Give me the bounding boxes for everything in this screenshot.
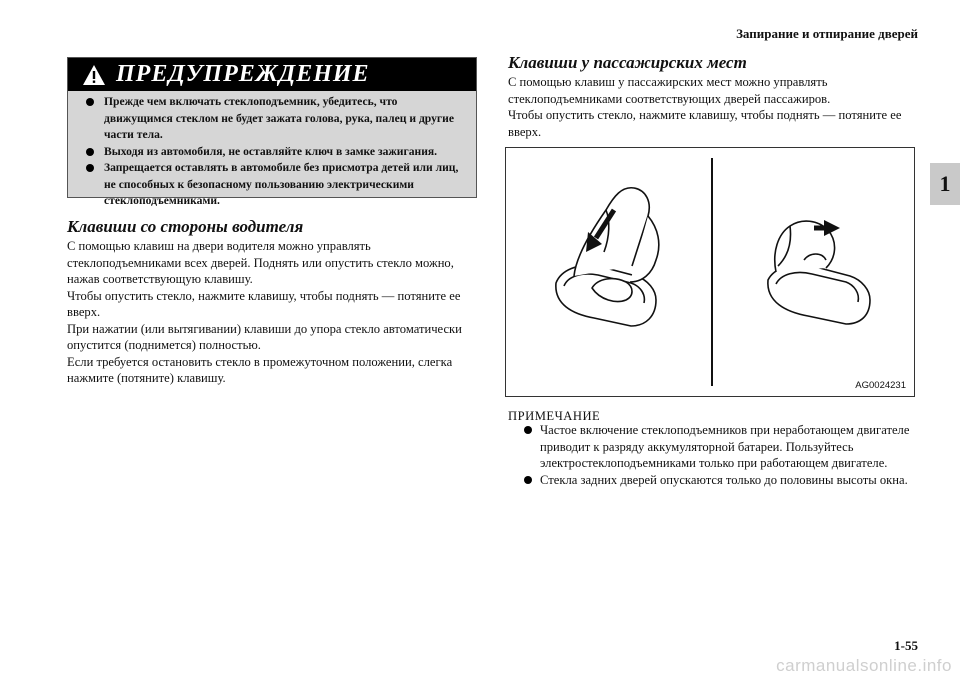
pull-switch-drawing xyxy=(768,221,870,324)
page-number: 1-55 xyxy=(894,638,918,653)
bullet-icon xyxy=(86,98,94,106)
warning-title: ПРЕДУПРЕЖДЕНИЕ xyxy=(116,61,370,87)
warning-header xyxy=(68,58,476,91)
passenger-section-title: Клавиши у пассажирских мест xyxy=(508,53,747,72)
paragraph: С помощью клавиш на двери водителя можно управлять стеклоподъемниками всех дверей. Поднять или опустить стекло можно, нажав соответствующую клавишу. xyxy=(67,239,454,286)
illustration-svg xyxy=(506,148,914,396)
watermark: carmanualsonline.info xyxy=(776,656,952,675)
bullet-icon xyxy=(524,426,532,434)
passenger-section-body xyxy=(508,74,918,140)
page-header-title: Запирание и отпирание дверей xyxy=(736,26,918,41)
paragraph: Чтобы опустить стекло, нажмите клавишу, чтобы поднять — потяните ее вверх. xyxy=(508,108,902,139)
note-item: Частое включение стеклоподъемников при неработающем двигателе приводит к разряду аккумуляторной батареи. Пользуйтесь электростеклоподъемниками только при работающем двигателе. xyxy=(522,422,922,472)
bullet-icon xyxy=(524,476,532,484)
paragraph: С помощью клавиш у пассажирских мест можно управлять стеклоподъемниками соответствующих дверей пассажиров. xyxy=(508,75,831,106)
driver-section-title: Клавиши со стороны водителя xyxy=(67,217,304,236)
note-label: ПРИМЕЧАНИЕ xyxy=(508,409,601,423)
warning-triangle-icon xyxy=(82,64,106,86)
note-list xyxy=(522,422,922,488)
driver-section-body xyxy=(67,238,479,387)
window-switch-illustration xyxy=(505,147,915,397)
figure-code: AG0024231 xyxy=(855,380,906,391)
warning-box xyxy=(67,57,477,207)
paragraph: Если требуется остановить стекло в промежуточном положении, слегка нажмите (потяните) клавишу. xyxy=(67,354,453,385)
warning-item: Запрещается оставлять в автомобиле без присмотра детей или лиц, не способных к безопасному пользованию электрическими стеклоподъемниками. xyxy=(82,160,468,210)
press-switch-drawing xyxy=(556,188,659,326)
bullet-icon xyxy=(86,164,94,172)
note-item: Стекла задних дверей опускаются только до половины высоты окна. xyxy=(522,472,922,489)
paragraph: Чтобы опустить стекло, нажмите клавишу, чтобы поднять — потяните ее вверх. xyxy=(67,288,461,319)
chapter-tab: 1 xyxy=(930,163,960,205)
bullet-icon xyxy=(86,148,94,156)
paragraph: При нажатии (или вытягивании) клавиши до упора стекло автоматически опустится (поднимется) полностью. xyxy=(67,321,462,352)
warning-item: Выходя из автомобиля, не оставляйте ключ в замке зажигания. xyxy=(82,144,468,161)
warning-list xyxy=(68,91,476,210)
warning-item: Прежде чем включать стеклоподъемник, убедитесь, что движущимся стеклом не будет зажата голова, рука, палец и другие части тела. xyxy=(82,94,468,144)
